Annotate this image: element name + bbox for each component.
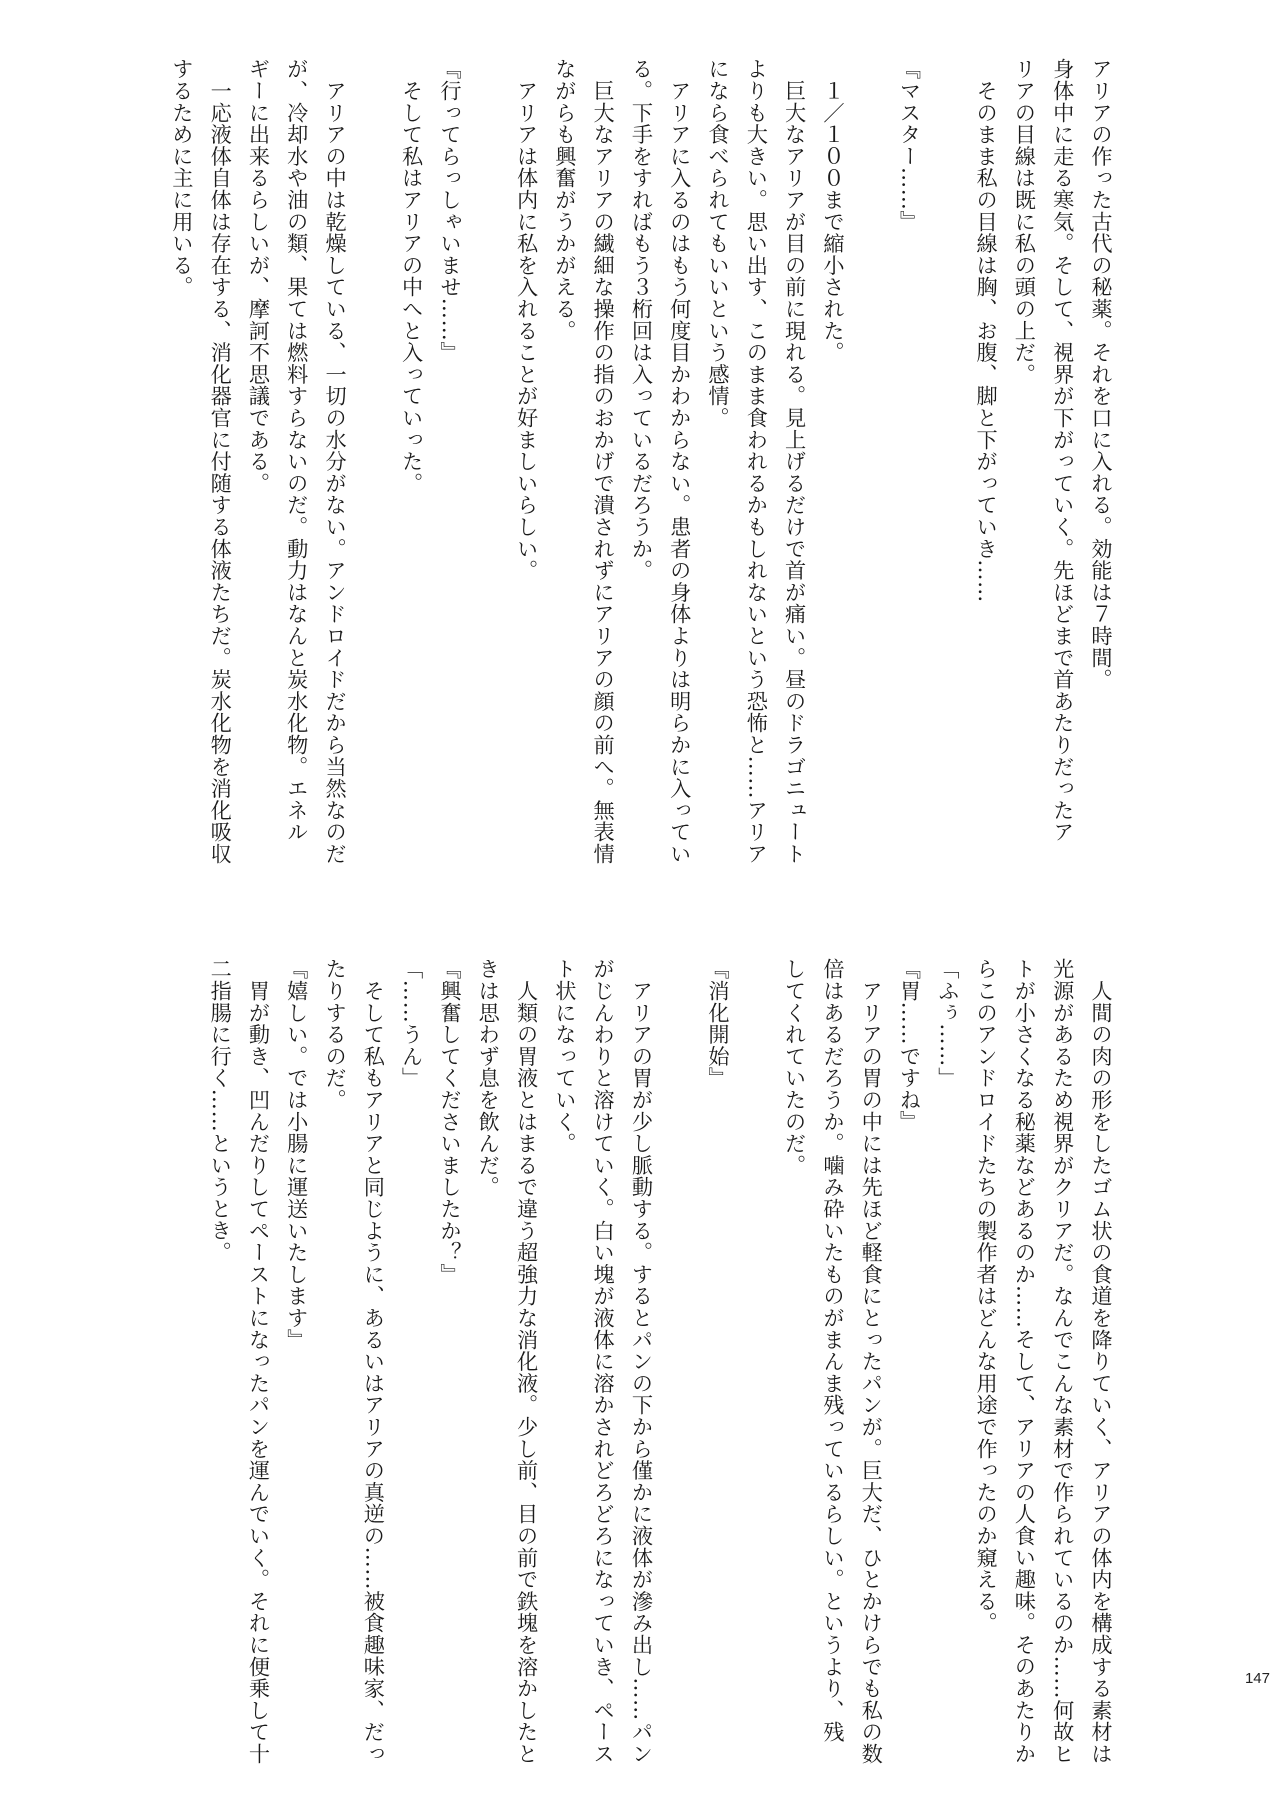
text-line: 『胃……ですね』 <box>897 958 923 1133</box>
text-line: よりも大きい。思い出す、このまま食われるかもしれないという恐怖と……アリア <box>744 58 770 865</box>
text-block-bottom <box>25 958 1120 1808</box>
text-line: 『マスター……』 <box>897 58 923 233</box>
text-line: 巨大なアリアが目の前に現れる。見上げるだけで首が痛い。昼のドラゴニュート <box>782 58 808 865</box>
text-line: が、冷却水や油の類、果ては燃料すらないのだ。動力はなんと炭水化物。エネル <box>284 58 310 843</box>
text-line: トが小さくなる秘薬などあるのか……そして、アリアの人食い趣味。そのあたりか <box>1012 958 1038 1765</box>
text-line: 身体中に走る寒気。そして、視界が下がっていく。先ほどまで首あたりだったア <box>1050 58 1076 843</box>
text-line: 『興奮してくださいましたか？』 <box>437 958 463 1285</box>
text-line: アリアの胃の中には先ほど軽食にとったパンが。巨大だ、ひとかけらでも私の数 <box>859 958 885 1765</box>
blank-line <box>354 58 392 913</box>
text-line: 二指腸に行く……というとき。 <box>208 958 234 1264</box>
text-line: 胃が動き、凹んだりしてペーストになったパンを運んでいく。それに便乗して十 <box>246 958 272 1765</box>
text-line: そして私もアリアと同じように、あるいはアリアの真逆の……被食趣味家、だっ <box>361 958 387 1765</box>
text-line: そして私はアリアの中へと入っていった。 <box>399 58 425 494</box>
text-line: 「ふぅ……」 <box>935 958 961 1089</box>
text-block-top <box>25 58 1120 913</box>
text-line: 人類の胃液とはまるで違う超強力な消化液。少し前、目の前で鉄塊を溶かしたと <box>514 958 540 1765</box>
blank-line <box>737 958 775 1808</box>
text-line: 巨大なアリアの繊細な操作の指のおかげで潰されずにアリアの顔の前へ。無表情 <box>591 58 617 865</box>
blank-line <box>852 58 890 913</box>
text-line: 『消化開始』 <box>706 958 732 1089</box>
text-line: 光源があるため視界がクリアだ。なんでこんな素材で作られているのか……何故ヒ <box>1050 958 1076 1765</box>
blank-line <box>660 958 698 1808</box>
text-line: するために主に用いる。 <box>169 58 195 298</box>
text-line: アリアの作った古代の秘薬。それを口に入れる。効能は７時間。 <box>1089 58 1114 691</box>
text-line: 『嬉しい。では小腸に運送いたします』 <box>284 958 310 1351</box>
text-line: 『行ってらっしゃいませ……』 <box>437 58 463 364</box>
text-line: たりするのだ。 <box>323 958 349 1111</box>
page-number: 147 <box>1244 1670 1270 1687</box>
blank-line <box>469 58 507 913</box>
text-line: になら食べられてもいいという感情。 <box>706 58 732 429</box>
text-line: アリアの中は乾燥している、一切の水分がない。アンドロイドだから当然なのだ <box>323 58 349 865</box>
text-line: がじんわりと溶けていく。白い塊が液体に溶かされどろどろになっていき、ペース <box>591 958 617 1765</box>
text-line: る。下手をすればもう３桁回は入っているだろうか。 <box>629 58 655 582</box>
text-line: ながらも興奮がうかがえる。 <box>552 58 578 342</box>
text-line: 人間の肉の形をしたゴム状の食道を降りていく、アリアの体内を構成する素材は <box>1089 958 1114 1765</box>
text-line: ギーに出来るらしいが、摩訶不思議である。 <box>246 58 272 494</box>
text-line: 一応液体自体は存在する、消化器官に付随する体液たちだ。炭水化物を消化吸収 <box>208 58 234 865</box>
text-line: リアの目線は既に私の頭の上だ。 <box>1012 58 1038 385</box>
text-line: １／１００まで縮小された。 <box>820 58 846 364</box>
text-line: アリアは体内に私を入れることが好ましいらしい。 <box>514 58 540 582</box>
text-line: そのまま私の目線は胸、お腹、脚と下がっていき…… <box>974 58 1000 603</box>
text-line: アリアに入るのはもう何度目かわからない。患者の身体よりは明らかに入ってい <box>667 58 693 865</box>
blank-line <box>929 58 967 913</box>
text-line: きは思わず息を飲んだ。 <box>476 958 502 1198</box>
text-line: らこのアンドロイドたちの製作者はどんな用途で作ったのか窺える。 <box>974 958 1000 1634</box>
text-line: ト状になっていく。 <box>552 958 578 1155</box>
text-line: 「……うん」 <box>399 958 425 1089</box>
text-line: してくれていたのだ。 <box>782 958 808 1176</box>
text-line: 倍はあるだろうか。噛み砕いたものがまんま残っているらしい。というより、残 <box>820 958 846 1743</box>
text-line: アリアの胃が少し脈動する。するとパンの下から僅かに液体が滲み出し……パン <box>629 958 655 1765</box>
